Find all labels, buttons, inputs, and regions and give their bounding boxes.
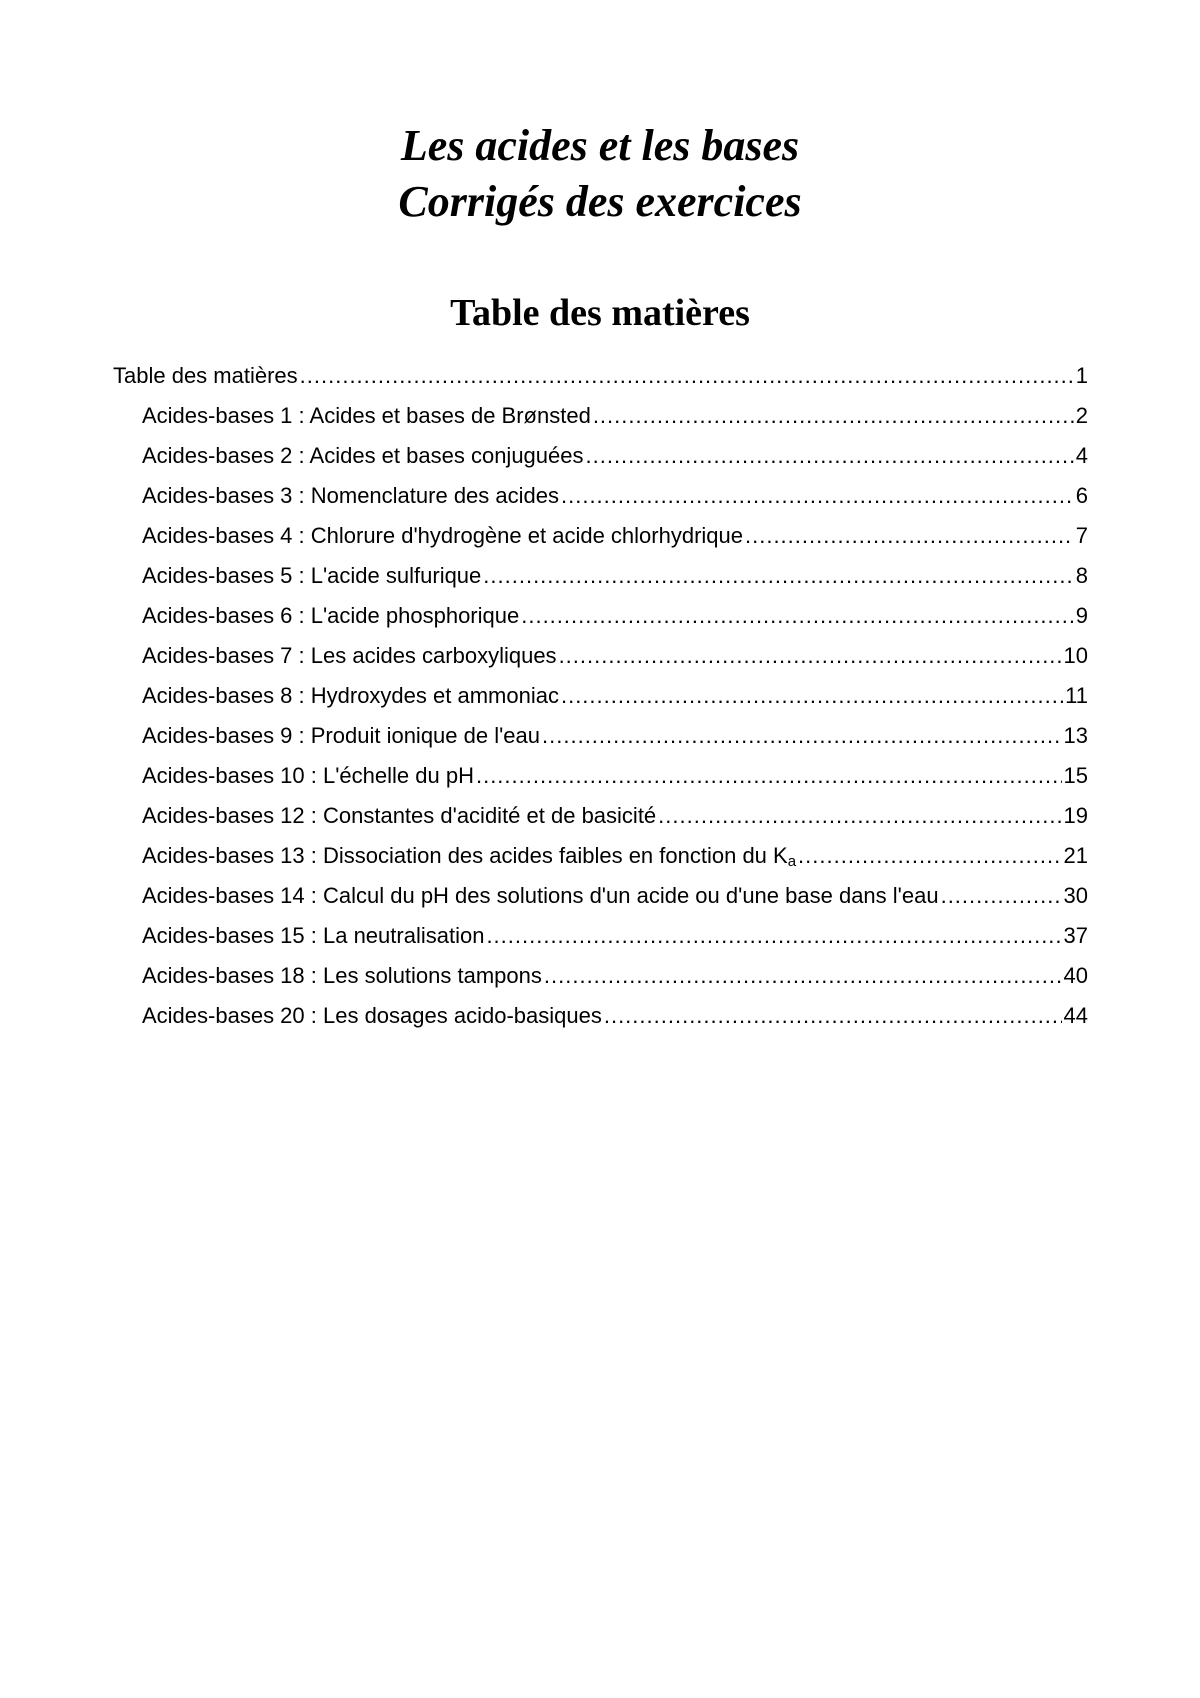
toc-entry[interactable] — [113, 716, 1088, 756]
toc-dot-leader — [745, 516, 1074, 556]
toc-entry-title-text: Acides-bases 12 : Constantes d'acidité et de basicité — [142, 803, 657, 828]
toc-entry-title-text: Acides-bases 2 : Acides et bases conjuguées — [142, 443, 584, 468]
toc-heading: Table des matières — [450, 292, 750, 334]
toc-entry-title — [142, 996, 602, 1036]
toc-page-number: 4 — [1075, 443, 1088, 468]
toc-page-number: 13 — [1063, 723, 1088, 748]
toc-entry-title — [142, 916, 484, 956]
toc-entry-title — [142, 796, 656, 836]
toc-entry[interactable] — [113, 436, 1088, 476]
toc-entry-title — [142, 676, 559, 716]
toc-entry[interactable] — [113, 876, 1088, 916]
toc-dot-leader — [798, 836, 1061, 876]
toc-page-number: 1 — [1075, 363, 1088, 388]
toc-dot-leader — [561, 676, 1063, 716]
toc-dot-leader — [486, 916, 1061, 956]
toc-dot-leader — [586, 436, 1074, 476]
toc-entry[interactable] — [113, 476, 1088, 516]
toc-entry-title — [142, 516, 743, 556]
toc-entry[interactable] — [113, 996, 1088, 1036]
toc-entry-title-text: Table des matières — [113, 363, 298, 388]
toc-dot-leader — [483, 556, 1073, 596]
toc-dot-leader — [542, 716, 1062, 756]
toc-entry-title-text: Acides-bases 6 : L'acide phosphorique — [142, 603, 520, 628]
toc-dot-leader — [561, 476, 1074, 516]
toc-entry-title-text: Acides-bases 4 : Chlorure d'hydrogène et acide chlorhydrique — [142, 523, 743, 548]
toc-page-number: 6 — [1075, 483, 1088, 508]
toc-entry[interactable] — [113, 956, 1088, 996]
toc-entry-title-text: Acides-bases 9 : Produit ionique de l'eau — [142, 723, 541, 748]
toc-dot-leader — [941, 876, 1062, 916]
toc-entry[interactable] — [113, 756, 1088, 796]
toc-page-number: 2 — [1075, 403, 1088, 428]
document-title — [0, 118, 1200, 230]
toc-dot-leader — [521, 596, 1074, 636]
toc-entry[interactable] — [113, 836, 1088, 876]
toc-entry-title-text: Acides-bases 3 : Nomenclature des acides — [142, 483, 559, 508]
toc-entry-title — [142, 556, 481, 596]
toc-page-number: 21 — [1063, 843, 1088, 868]
toc-entry-title — [142, 396, 591, 436]
toc-entry[interactable] — [113, 516, 1088, 556]
toc-entry-title — [142, 596, 519, 636]
toc-entry[interactable] — [113, 596, 1088, 636]
toc-entry-title — [142, 836, 796, 876]
toc-entry[interactable] — [113, 916, 1088, 956]
toc-entry-title-text: Acides-bases 8 : Hydroxydes et ammoniac — [142, 683, 559, 708]
toc-entry[interactable] — [113, 396, 1088, 436]
toc-page-number: 7 — [1075, 523, 1088, 548]
toc-page-number: 30 — [1063, 883, 1088, 908]
toc-dot-leader — [658, 796, 1061, 836]
toc-page-number: 19 — [1063, 803, 1088, 828]
toc-page-number: 9 — [1075, 603, 1088, 628]
toc-page-number: 37 — [1063, 923, 1088, 948]
toc-entry-title — [142, 876, 939, 916]
toc-entry[interactable] — [113, 796, 1088, 836]
toc-entry-title-subscript: a — [787, 853, 797, 870]
toc-page-number: 15 — [1063, 763, 1088, 788]
toc-page-number: 44 — [1063, 1003, 1088, 1028]
toc-entry-title — [113, 356, 298, 396]
document-title-line-2: Corrigés des exercices — [398, 177, 802, 226]
toc-entry[interactable] — [113, 556, 1088, 596]
toc-page-number: 40 — [1063, 963, 1088, 988]
toc-entry-title-text: Acides-bases 14 : Calcul du pH des solutions d'un acide ou d'une base dans l'eau — [142, 883, 939, 908]
toc-entry-title — [142, 476, 559, 516]
toc-entry-title — [142, 956, 542, 996]
toc-page-number: 8 — [1075, 563, 1088, 588]
toc-entry-title-text: Acides-bases 15 : La neutralisation — [142, 923, 485, 948]
toc-dot-leader — [544, 956, 1062, 996]
toc-entry[interactable] — [113, 636, 1088, 676]
table-of-contents — [113, 356, 1088, 1036]
toc-entry[interactable] — [113, 356, 1088, 396]
toc-entry-title-text: Acides-bases 10 : L'échelle du pH — [142, 763, 474, 788]
toc-entry-title-text: Acides-bases 13 : Dissociation des acides faibles en fonction du K — [142, 843, 788, 868]
toc-entry-title-text: Acides-bases 1 : Acides et bases de Brønsted — [142, 403, 591, 428]
toc-dot-leader — [593, 396, 1074, 436]
toc-entry-title — [142, 716, 540, 756]
toc-dot-leader — [476, 756, 1062, 796]
document-title-line-1: Les acides et les bases — [400, 121, 800, 170]
toc-entry-title-text: Acides-bases 20 : Les dosages acido-basiques — [142, 1003, 602, 1028]
toc-page-number: 11 — [1065, 683, 1088, 708]
toc-entry-title-text: Acides-bases 18 : Les solutions tampons — [142, 963, 542, 988]
toc-dot-leader — [604, 996, 1062, 1036]
toc-dot-leader — [559, 636, 1062, 676]
toc-entry-title — [142, 436, 584, 476]
toc-page-number: 10 — [1063, 643, 1088, 668]
toc-entry[interactable] — [113, 676, 1088, 716]
toc-entry-title-text: Acides-bases 5 : L'acide sulfurique — [142, 563, 482, 588]
toc-dot-leader — [300, 356, 1074, 396]
toc-entry-title — [142, 756, 474, 796]
toc-entry-title — [142, 636, 557, 676]
toc-entry-title-text: Acides-bases 7 : Les acides carboxyliques — [142, 643, 557, 668]
